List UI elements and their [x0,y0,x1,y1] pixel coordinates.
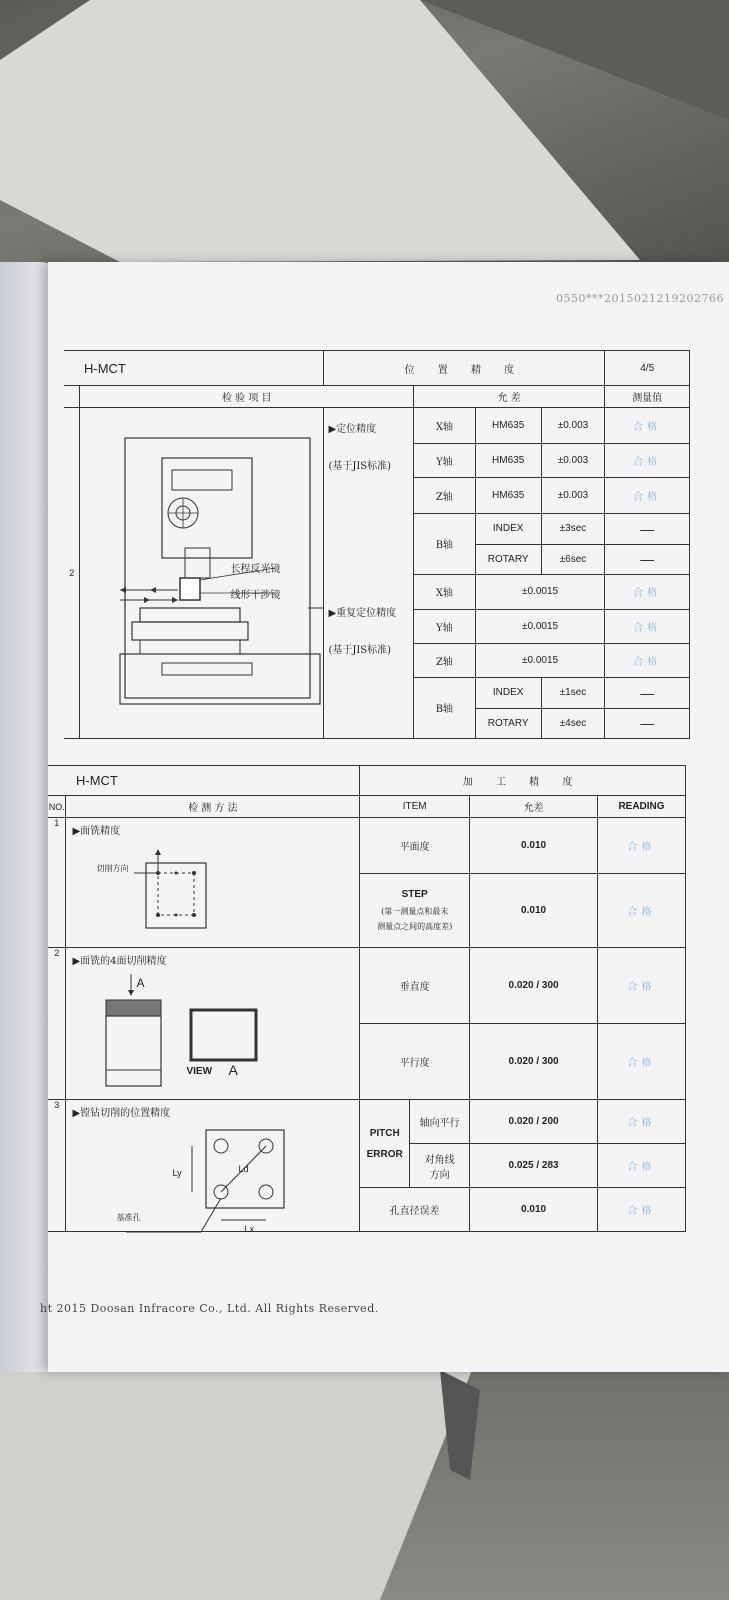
pos-inst-x: HM635 [475,408,541,444]
pos-inst-y: HM635 [475,444,541,478]
mirror-linear-label: 线形干涉镜 [230,590,281,601]
rep-result-x: 合格 [605,574,690,609]
pos-axis-z: Z轴 [414,478,476,514]
row1-method [66,818,360,948]
row2-title: ▶面铣的4面切削精度 [72,956,167,967]
pos-result-z: 合格 [605,478,690,514]
pos-b-rotary-result: — [605,544,690,574]
r2b-result: 合格 [598,1024,686,1100]
r1b-item: STEP [401,889,428,900]
machining-title: 加 工 精 度 [360,766,686,796]
rep-axis-b: B轴 [414,677,476,738]
arrow-a-label: A [136,976,145,990]
pos-inst-z: HM635 [475,478,541,514]
pos-b-index-tol: ±3sec [541,514,605,545]
r3a-item: 轴向平行 [410,1100,470,1144]
header-reading: READING [598,796,686,818]
pos-tol-x: ±0.003 [541,408,605,444]
r3b-result: 合格 [598,1144,686,1188]
pos-tol-z: ±0.003 [541,478,605,514]
pos-result-x: 合格 [605,408,690,444]
position-accuracy-table [64,350,690,739]
r1b-item-cell [360,874,470,948]
rep-tol-x: ±0.0015 [475,574,605,609]
pos-b-rotary-tol: ±6sec [541,544,605,574]
row3-method [66,1100,360,1232]
r1b-note2: 测量点之间的高度差) [377,922,453,931]
rep-b-index-tol: ±1sec [541,677,605,708]
pos-b-index: INDEX [475,514,541,545]
machine-diagram [80,408,324,739]
cut-direction-label: 切削方向 [96,864,129,873]
repeatability-section [324,574,414,738]
r1b-note1: (第一测量点和最末 [381,907,449,916]
ld-label: Ld [238,1164,249,1174]
face-mill-diagram [126,843,236,933]
rep-tol-y: ±0.0015 [475,609,605,643]
r1b-tol: 0.010 [470,874,598,948]
r3a-result: 合格 [598,1100,686,1144]
base-hole-label: 基准孔 [116,1213,141,1222]
r2a-tol: 0.020 / 300 [470,948,598,1024]
r2a-item: 垂直度 [360,948,470,1024]
header-method: 检 测 方 法 [66,796,360,818]
r3b-item1: 对角线 [424,1154,455,1166]
r3b-item2: 方向 [429,1169,450,1181]
rep-b-index: INDEX [475,677,541,708]
r3a-tol: 0.020 / 200 [470,1100,598,1144]
r3b-tol: 0.025 / 283 [470,1144,598,1188]
rep-result-y: 合格 [605,609,690,643]
positioning-section [324,408,414,575]
pos-b-index-result: — [605,514,690,545]
header-measured: 测量值 [605,386,690,408]
rep-result-z: 合格 [605,643,690,677]
model-label: H-MCT [64,351,324,386]
r1a-item: 平面度 [360,818,470,874]
row-number: 2 [64,408,80,739]
model-label-2: H-MCT [48,766,360,796]
r1a-tol: 0.010 [470,818,598,874]
r3c-tol: 0.010 [470,1188,598,1232]
row3-title: ▶镗钻切削的位置精度 [72,1108,171,1119]
copyright-text: ht 2015 Doosan Infracore Co., Ltd. All Rights Reserved. [40,1302,379,1315]
ly-label: Ly [172,1168,182,1178]
page-number: 4/5 [605,351,690,386]
positioning-basis: (基于JIS标准) [328,461,392,472]
rep-axis-z: Z轴 [414,643,476,677]
pos-axis-y: Y轴 [414,444,476,478]
repeatability-basis: (基于JIS标准) [328,645,392,657]
r2b-item: 平行度 [360,1024,470,1100]
pos-result-y: 合格 [605,444,690,478]
r3b-item-cell [410,1144,470,1188]
pos-axis-b: B轴 [414,514,476,575]
rep-b-rotary: ROTARY [475,708,541,738]
row1-number: 1 [48,818,66,948]
mirror-long-label: 长程反光镜 [230,564,281,575]
view-letter: A [228,1062,238,1078]
r2b-tol: 0.020 / 300 [470,1024,598,1100]
machining-accuracy-table [48,765,686,1232]
r3c-item: 孔直径误差 [360,1188,470,1232]
rep-b-rotary-tol: ±4sec [541,708,605,738]
r2a-result: 合格 [598,948,686,1024]
rep-axis-x: X轴 [414,574,476,609]
row3-number: 3 [48,1100,66,1232]
pitch-label: PITCH [369,1127,400,1139]
desk-surface [0,0,729,300]
header-tolerance: 允 差 [414,386,605,408]
pos-tol-y: ±0.003 [541,444,605,478]
rep-axis-y: Y轴 [414,609,476,643]
pos-axis-x: X轴 [414,408,476,444]
pos-b-rotary: ROTARY [475,544,541,574]
header-no: NO. [48,796,66,818]
rep-b-rotary-result: — [605,708,690,738]
repeatability-title: ▶重复定位精度 [328,608,397,620]
rep-b-index-result: — [605,677,690,708]
header-item: 检 验 项 目 [80,386,414,408]
r3c-result: 合格 [598,1188,686,1232]
page-title: 位 置 精 度 [324,351,605,386]
positioning-title: ▶定位精度 [328,424,377,435]
header-item-2: ITEM [360,796,470,818]
error-label: ERROR [366,1148,403,1160]
row2-number: 2 [48,948,66,1100]
row2-method [66,948,360,1100]
lx-label: Lx [244,1224,254,1234]
interferometer-diagram [80,408,323,738]
row1-title: ▶面铣精度 [72,826,121,837]
serial-number: 0550***2015021219202766 [556,292,724,305]
view-label: VIEW [186,1066,213,1077]
header-tolerance-2: 允差 [470,796,598,818]
r1b-result: 合格 [598,874,686,948]
rep-tol-z: ±0.0015 [475,643,605,677]
r1a-result: 合格 [598,818,686,874]
hole-position-diagram [106,1120,336,1240]
pitch-error-cell [360,1100,410,1188]
